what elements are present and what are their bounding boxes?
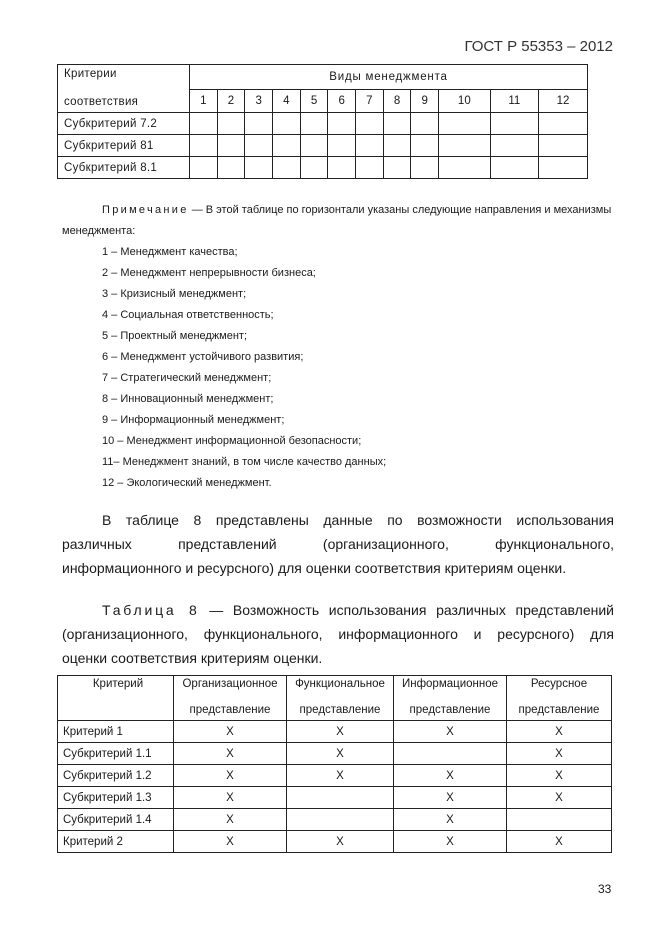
row-label: Субкритерий 1.2 [58, 765, 174, 787]
column-number: 3 [245, 89, 273, 113]
row-label: Критерий 1 [58, 721, 174, 743]
table-row [58, 765, 612, 787]
table-cell [507, 809, 612, 831]
row-label: Субкритерий 81 [58, 135, 190, 157]
row-label: Критерий 2 [58, 831, 174, 853]
column-header: Критерий [58, 676, 174, 721]
list-item: 5 – Проектный менеджмент; [102, 330, 248, 342]
table-cell [287, 787, 394, 809]
table-row [58, 157, 588, 179]
list-item: 8 – Инновационный менеджмент; [102, 393, 274, 405]
note-intro [62, 200, 614, 242]
table-row [58, 831, 612, 853]
paragraph-line: различных представлений (организационного, функционального, [62, 536, 614, 552]
list-item: 12 – Экологический менеджмент. [102, 477, 272, 489]
table-header-row [58, 676, 612, 700]
table-cell: Х [394, 721, 507, 743]
table-cell: Х [287, 765, 394, 787]
column-number: 11 [490, 89, 538, 113]
representations-table [57, 675, 612, 853]
table-row [58, 787, 612, 809]
caption-text: — Возможность использования различных представлений [199, 602, 614, 618]
column-header: Ресурсное [507, 676, 612, 700]
page-number: 33 [598, 882, 612, 896]
criteria-header-line2: соответствия [58, 89, 190, 113]
table-cell: Х [507, 743, 612, 765]
list-item: 1 – Менеджмент качества; [102, 246, 238, 258]
management-list [62, 242, 614, 494]
table-cell: Х [174, 831, 287, 853]
caption-line [62, 598, 614, 622]
table-cell: Х [507, 765, 612, 787]
list-item: 3 – Кризисный менеджмент; [102, 288, 247, 300]
column-header: представление [174, 699, 287, 721]
paragraph-line: В таблице 8 представлены данные по возможности использования [102, 512, 614, 528]
table-cell: Х [174, 743, 287, 765]
table-row [58, 743, 612, 765]
column-number: 2 [217, 89, 245, 113]
column-header: Организационное [174, 676, 287, 700]
management-kinds-table [57, 64, 588, 179]
column-number: 8 [383, 89, 411, 113]
table-row [58, 135, 588, 157]
column-header: представление [287, 699, 394, 721]
table-cell: Х [394, 831, 507, 853]
list-item: 2 – Менеджмент непрерывности бизнеса; [102, 267, 316, 279]
column-number: 4 [273, 89, 301, 113]
column-number: 6 [328, 89, 356, 113]
table-cell: Х [394, 809, 507, 831]
list-item: 6 – Менеджмент устойчивого развития; [102, 351, 304, 363]
table-cell: Х [287, 831, 394, 853]
list-item: 4 – Социальная ответственность; [102, 309, 274, 321]
table-cell: Х [507, 831, 612, 853]
table-cell: Х [507, 787, 612, 809]
table-cell: Х [174, 765, 287, 787]
row-label: Субкритерий 8.1 [58, 157, 190, 179]
document-standard-header: ГОСТ Р 55353 – 2012 [464, 38, 613, 55]
caption-line: (организационного, функционального, информационного и ресурсного) для [62, 626, 614, 642]
table-cell: Х [174, 787, 287, 809]
list-item: 10 – Менеджмент информационной безопасности; [102, 435, 362, 447]
table-row [58, 809, 612, 831]
note-label: Примечание [102, 204, 189, 216]
table-header-row [58, 65, 588, 90]
table-note [62, 200, 614, 494]
column-header: Функциональное [287, 676, 394, 700]
table-cell: Х [174, 809, 287, 831]
column-header: Информационное [394, 676, 507, 700]
table-row [58, 721, 612, 743]
list-item: 9 – Информационный менеджмент; [102, 414, 285, 426]
column-number: 12 [539, 89, 588, 113]
table-cell: Х [287, 721, 394, 743]
caption-line: оценки соответствия критериям оценки. [62, 650, 323, 666]
table-cell: Х [287, 743, 394, 765]
row-label: Субкритерий 1.4 [58, 809, 174, 831]
table-cell: Х [394, 787, 507, 809]
column-number: 9 [411, 89, 439, 113]
column-header: представление [394, 699, 507, 721]
column-number: 1 [190, 89, 218, 113]
column-number: 10 [439, 89, 491, 113]
column-header: представление [507, 699, 612, 721]
management-kinds-header: Виды менеджмента [190, 65, 588, 90]
table-cell [287, 809, 394, 831]
body-paragraph [62, 508, 614, 580]
row-label: Субкритерий 1.1 [58, 743, 174, 765]
note-intro-text: — В этой таблице по горизонтали указаны следующие направления и механизмы менеджмента: [62, 204, 612, 237]
row-label: Субкритерий 1.3 [58, 787, 174, 809]
table-header-row [58, 89, 588, 113]
column-number: 5 [300, 89, 328, 113]
criteria-header-line1: Критерии [58, 65, 190, 90]
table-row [58, 113, 588, 135]
row-label: Субкритерий 7.2 [58, 113, 190, 135]
list-item: 7 – Стратегический менеджмент; [102, 372, 272, 384]
table-caption [62, 598, 614, 670]
table-cell: Х [507, 721, 612, 743]
caption-label: Таблица 8 [102, 602, 200, 618]
table-cell [394, 743, 507, 765]
table-cell: Х [394, 765, 507, 787]
table-cell: Х [174, 721, 287, 743]
paragraph-line: информационного и ресурсного) для оценки соответствия критериям оценки. [62, 560, 567, 576]
column-number: 7 [356, 89, 384, 113]
list-item: 11– Менеджмент знаний, в том числе качество данных; [102, 456, 387, 468]
